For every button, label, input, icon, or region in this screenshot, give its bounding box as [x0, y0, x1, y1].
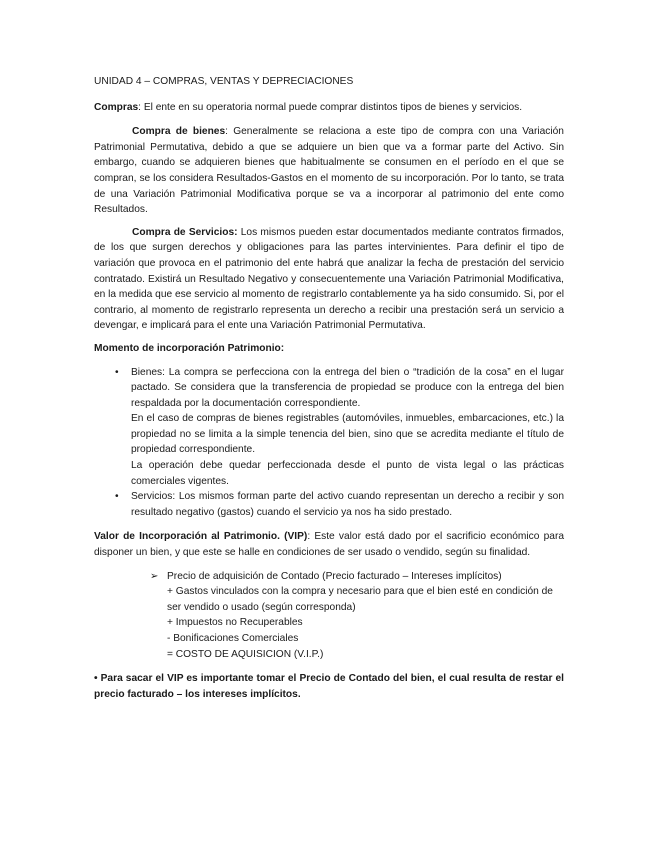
compras-label: Compras [94, 101, 139, 113]
bullet-servicios-p1: Servicios: Los mismos forman parte del activo cuando representan un derecho a recibir y son resultado negativo (gastos) cuando el servicio ya nos ha sido prestado. [131, 491, 564, 518]
compra-servicios-text: Los mismos pueden estar documentados mediante contratos firmados, de los que surgen derechos y obligaciones para las partes intervinientes. Para definir el tipo de variación que provoca en el patrimonio del ente habrá que analizar la fecha de prestación del servicio contratado. Existirá un Resultado Negativo y consecuentemente una Variación Patrimonial Modificativa, en la medida que ese servicio al momento de registrarlo contablemente ya ha sido consumido. Si, por el contrario, al momento de registrarlo representa un derecho a recibir una prestación será un servicio a devengar, e implicará para el ente una Variación Patrimonial Permutativa. [94, 226, 565, 332]
compra-servicios-label: Compra de Servicios: [132, 226, 238, 238]
bullet-bienes-p2: En el caso de compras de bienes registrables (automóviles, inmuebles, embarcaciones, etc.) la propiedad no se limita a la simple tenencia del bien, sino que se acredita mediante el título de propiedad correspondiente. [131, 413, 564, 456]
vip-calculation [94, 569, 564, 663]
bullet-marker: • [115, 491, 119, 503]
bullet-servicios [94, 489, 564, 520]
compras-paragraph [94, 100, 564, 116]
vip-label: Valor de Incorporación al Patrimonio. (VIP) [94, 531, 308, 543]
calc-line-costo: = COSTO DE AQUISICION (V.I.P.) [167, 648, 324, 660]
bullet-bienes [94, 365, 564, 490]
unit-title: UNIDAD 4 – COMPRAS, VENTAS Y DEPRECIACIONES [94, 76, 354, 87]
calc-line-impuestos: + Impuestos no Recuperables [167, 617, 303, 629]
vip-paragraph [94, 529, 564, 560]
calc-line-gastos: + Gastos vinculados con la compra y necesario para que el bien esté en condición de ser vendido o usado (según corresponda) [167, 586, 553, 613]
compra-bienes-paragraph [94, 124, 564, 218]
calc-line-bonificaciones: - Bonificaciones Comerciales [167, 633, 299, 644]
compra-bienes-label: Compra de bienes [132, 126, 226, 138]
bullet-bienes-p3: La operación debe quedar perfeccionada desde el punto de vista legal o las prácticas comerciales vigentes. [131, 460, 564, 487]
bullet-marker: • [115, 366, 119, 378]
vip-text: : Este valor está dado por el sacrificio económico para disponer un bien, y que este se halle en condiciones de ser usado o vendido, según su finalidad. [94, 531, 565, 559]
vip-note: • Para sacar el VIP es importante tomar el Precio de Contado del bien, el cual resulta de restar el precio facturado – los intereses implícitos. [94, 673, 564, 700]
arrow-bullet-icon: ➢ [150, 570, 159, 582]
compras-text: : El ente en su operatoria normal puede comprar distintos tipos de bienes y servicios. [138, 101, 523, 113]
compra-servicios-paragraph [94, 225, 564, 334]
momento-heading: Momento de incorporación Patrimonio: [94, 342, 285, 354]
bullet-bienes-p1: Bienes: La compra se perfecciona con la entrega del bien o “tradición de la cosa” en el lugar pactado. Se considera que la transferencia de propiedad se produce con la entrega del bien respaldada por la documentación correspondiente. [131, 366, 564, 409]
calc-line-precio: Precio de adquisición de Contado (Precio facturado – Intereses implícitos) [167, 570, 502, 582]
compra-bienes-text: : Generalmente se relaciona a este tipo de compra con una Variación Patrimonial Permutativa, debido a que se adquiere un bien que va a formar parte del Activo. Sin embargo, cuando se adquieren bienes que habitualmente se consumen en el período en el que se compran, se los considera Resultados-Gastos en el momento de su incorporación. Por lo tanto, se trata de una Variación Patrimonial Modificativa porque se va a incorporar al patrimonio del ente como Resultados. [94, 126, 564, 216]
document-body [94, 74, 564, 702]
